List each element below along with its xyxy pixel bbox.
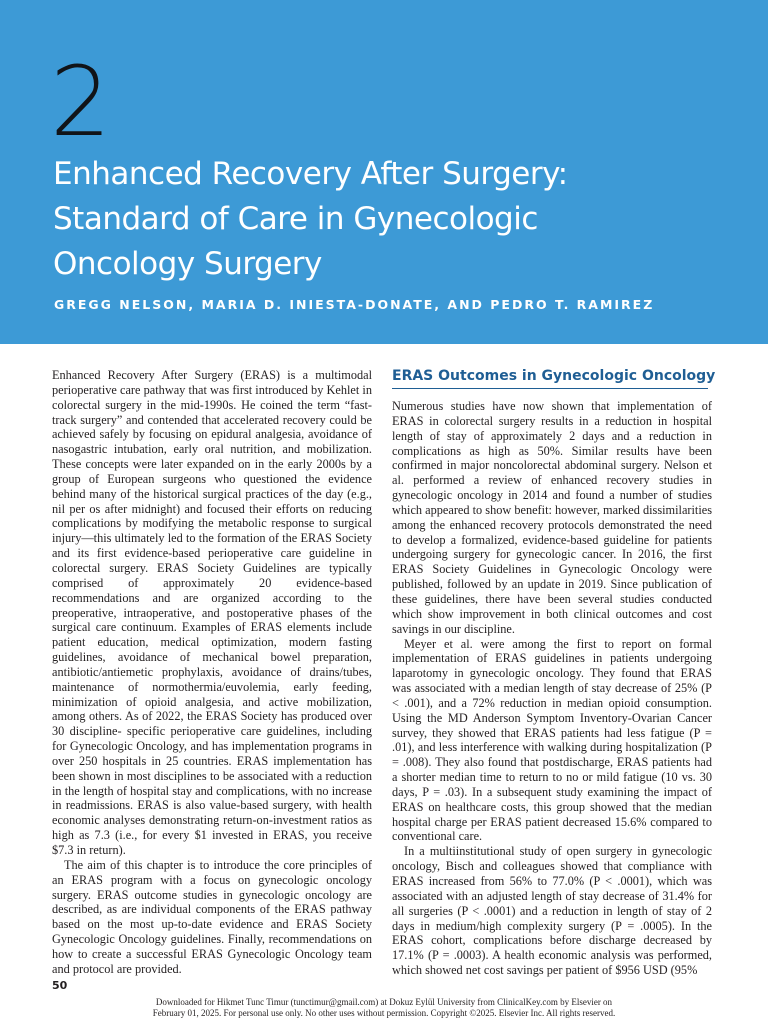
chapter-title [53,152,733,287]
page-number: 50 [52,979,68,992]
chapter-title-line: Oncology Surgery [53,246,322,282]
chapter-number: 2 [50,46,112,158]
right-column [392,399,712,978]
chapter-title-line: Enhanced Recovery After Surgery: [53,156,568,192]
download-footer [0,997,768,1018]
body-paragraph: Enhanced Recovery After Surgery (ERAS) is a multimodal perioperative care pathway that was first introduced by Kehlet in colorectal surgery in the mid-1990s. He coined the term “fast-track surgery” and contended that accelerated recovery could be achieved safely by focusing on epidural analgesia, avoidance of nasogastric intubation, early oral nutrition, and mobilization. These concepts were later expanded on in the early 2000s by a group of European surgeons who questioned the evidence behind many of the historical surgical practices of the day (e.g., nil per os after midnight) and focused their efforts on reducing complications by modifying the metabolic response to surgical injury—this ultimately led to the formation of the ERAS Society and its first evidence-based perioperative care guideline in colorectal surgery. ERAS Society Guidelines are typically comprised of approximately 20 evidence-based recommendations and are organized according to the preoperative, intraoperative, and postoperative phases of the surgical care continuum. Examples of ERAS elements include patient education, medical optimization, modern fasting guidelines, avoidance of mechanical bowel preparation, antibiotic/antiemetic prophylaxis, avoidance of drains/tubes, maintenance of normothermia/euvolemia, early feeding, minimization of opioid analgesia, and active mobilization, among others. As of 2022, the ERAS Society has produced over 30 discipline- specific perioperative care guidelines, including for Gynecologic Oncology, and has implementation programs in over 250 hospitals in 25 countries. ERAS implementation has been shown in most disciplines to be associated with a reduction in the length of hospital stay and complications, with no increase in readmissions. ERAS is also value-based surgery, with health economic analyses demonstrating return-on-investment ratios as high as 7.3 (i.e., for every $1 invested in ERAS, you receive $7.3 in return). [52,368,372,857]
left-column [52,368,372,977]
footer-line: February 01, 2025. For personal use only. No other uses without permission. Copyright ©2025. Elsevier Inc. All rights reserved. [152,1007,616,1018]
body-paragraph: Numerous studies have now shown that implementation of ERAS in colorectal surgery results in a reduction in hospital length of stay of approximately 2 days and a reduction in complications as high as 50%. Similar results have been confirmed in major noncolorectal abdominal surgery. Nelson et al. performed a review of enhanced recovery studies in gynecologic oncology in 2014 and found a number of studies which appeared to show benefit: however, marked dissimilarities among the enhanced recovery protocols demonstrated the need to develop a formalized, evidence-based guideline for patients undergoing surgery for gynecologic cancer. In 2016, the first ERAS Society Guidelines in Gynecologic Oncology were published, followed by an update in 2019. Since publication of these guidelines, there have been several studies conducted which show improvement in both clinical outcomes and cost savings in our discipline. [392,399,712,636]
chapter-banner [0,0,768,344]
body-paragraph: The aim of this chapter is to introduce the core principles of an ERAS program with a focus on gynecologic oncology surgery. ERAS outcome studies in gynecologic oncology are described, as are individual components of the ERAS pathway based on the most up-to-date evidence and ERAS Society Gynecologic Oncology guidelines. Finally, recommendations on how to create a successful ERAS Gynecologic Oncology team and protocol are provided. [52,857,372,976]
chapter-authors: GREGG NELSON, MARIA D. INIESTA-DONATE, AND PEDRO T. RAMIREZ [54,297,655,312]
chapter-title-line: Standard of Care in Gynecologic [53,201,538,237]
body-paragraph: In a multiinstitutional study of open surgery in gynecologic oncology, Bisch and colleagues showed that compliance with ERAS increased from 56% to 77.0% (P < .0001), which was associated with an adjusted length of stay decrease of 31.4% for all surgeries (P < .0001) and a reduction in length of stay of 2 days in medium/high complexity surgery (P = .0005). In the ERAS cohort, complications before discharge decreased by 17.1% (P = .0003). A health economic analysis was performed, which showed net cost savings per patient of $956 USD (95% [392,844,712,978]
body-paragraph: Meyer et al. were among the first to report on formal implementation of ERAS guidelines in patients undergoing laparotomy in gynecologic oncology. They found that ERAS was associated with a median length of stay decrease of 25% (P < .001), and a 72% reduction in median opioid consumption. Using the MD Anderson Symptom Inventory-Ovarian Cancer survey, they showed that ERAS patients had less fatigue (P = .01), and less interference with walking during hospitalization (P = .008). They also found that postdischarge, ERAS patients had a shorter median time to return to no or mild fatigue (10 vs. 30 days, P = .03). In a subsequent study examining the impact of ERAS on healthcare costs, this group showed that the median hospital charge per ERAS patient decreased 15.6% compared to conventional care. [392,636,712,844]
footer-line: Downloaded for Hikmet Tunc Timur (tunctimur@gmail.com) at Dokuz Eylül University from ClinicalKey.com by Elsevier on [155,997,613,1007]
section-heading: ERAS Outcomes in Gynecologic Oncology [392,368,708,389]
